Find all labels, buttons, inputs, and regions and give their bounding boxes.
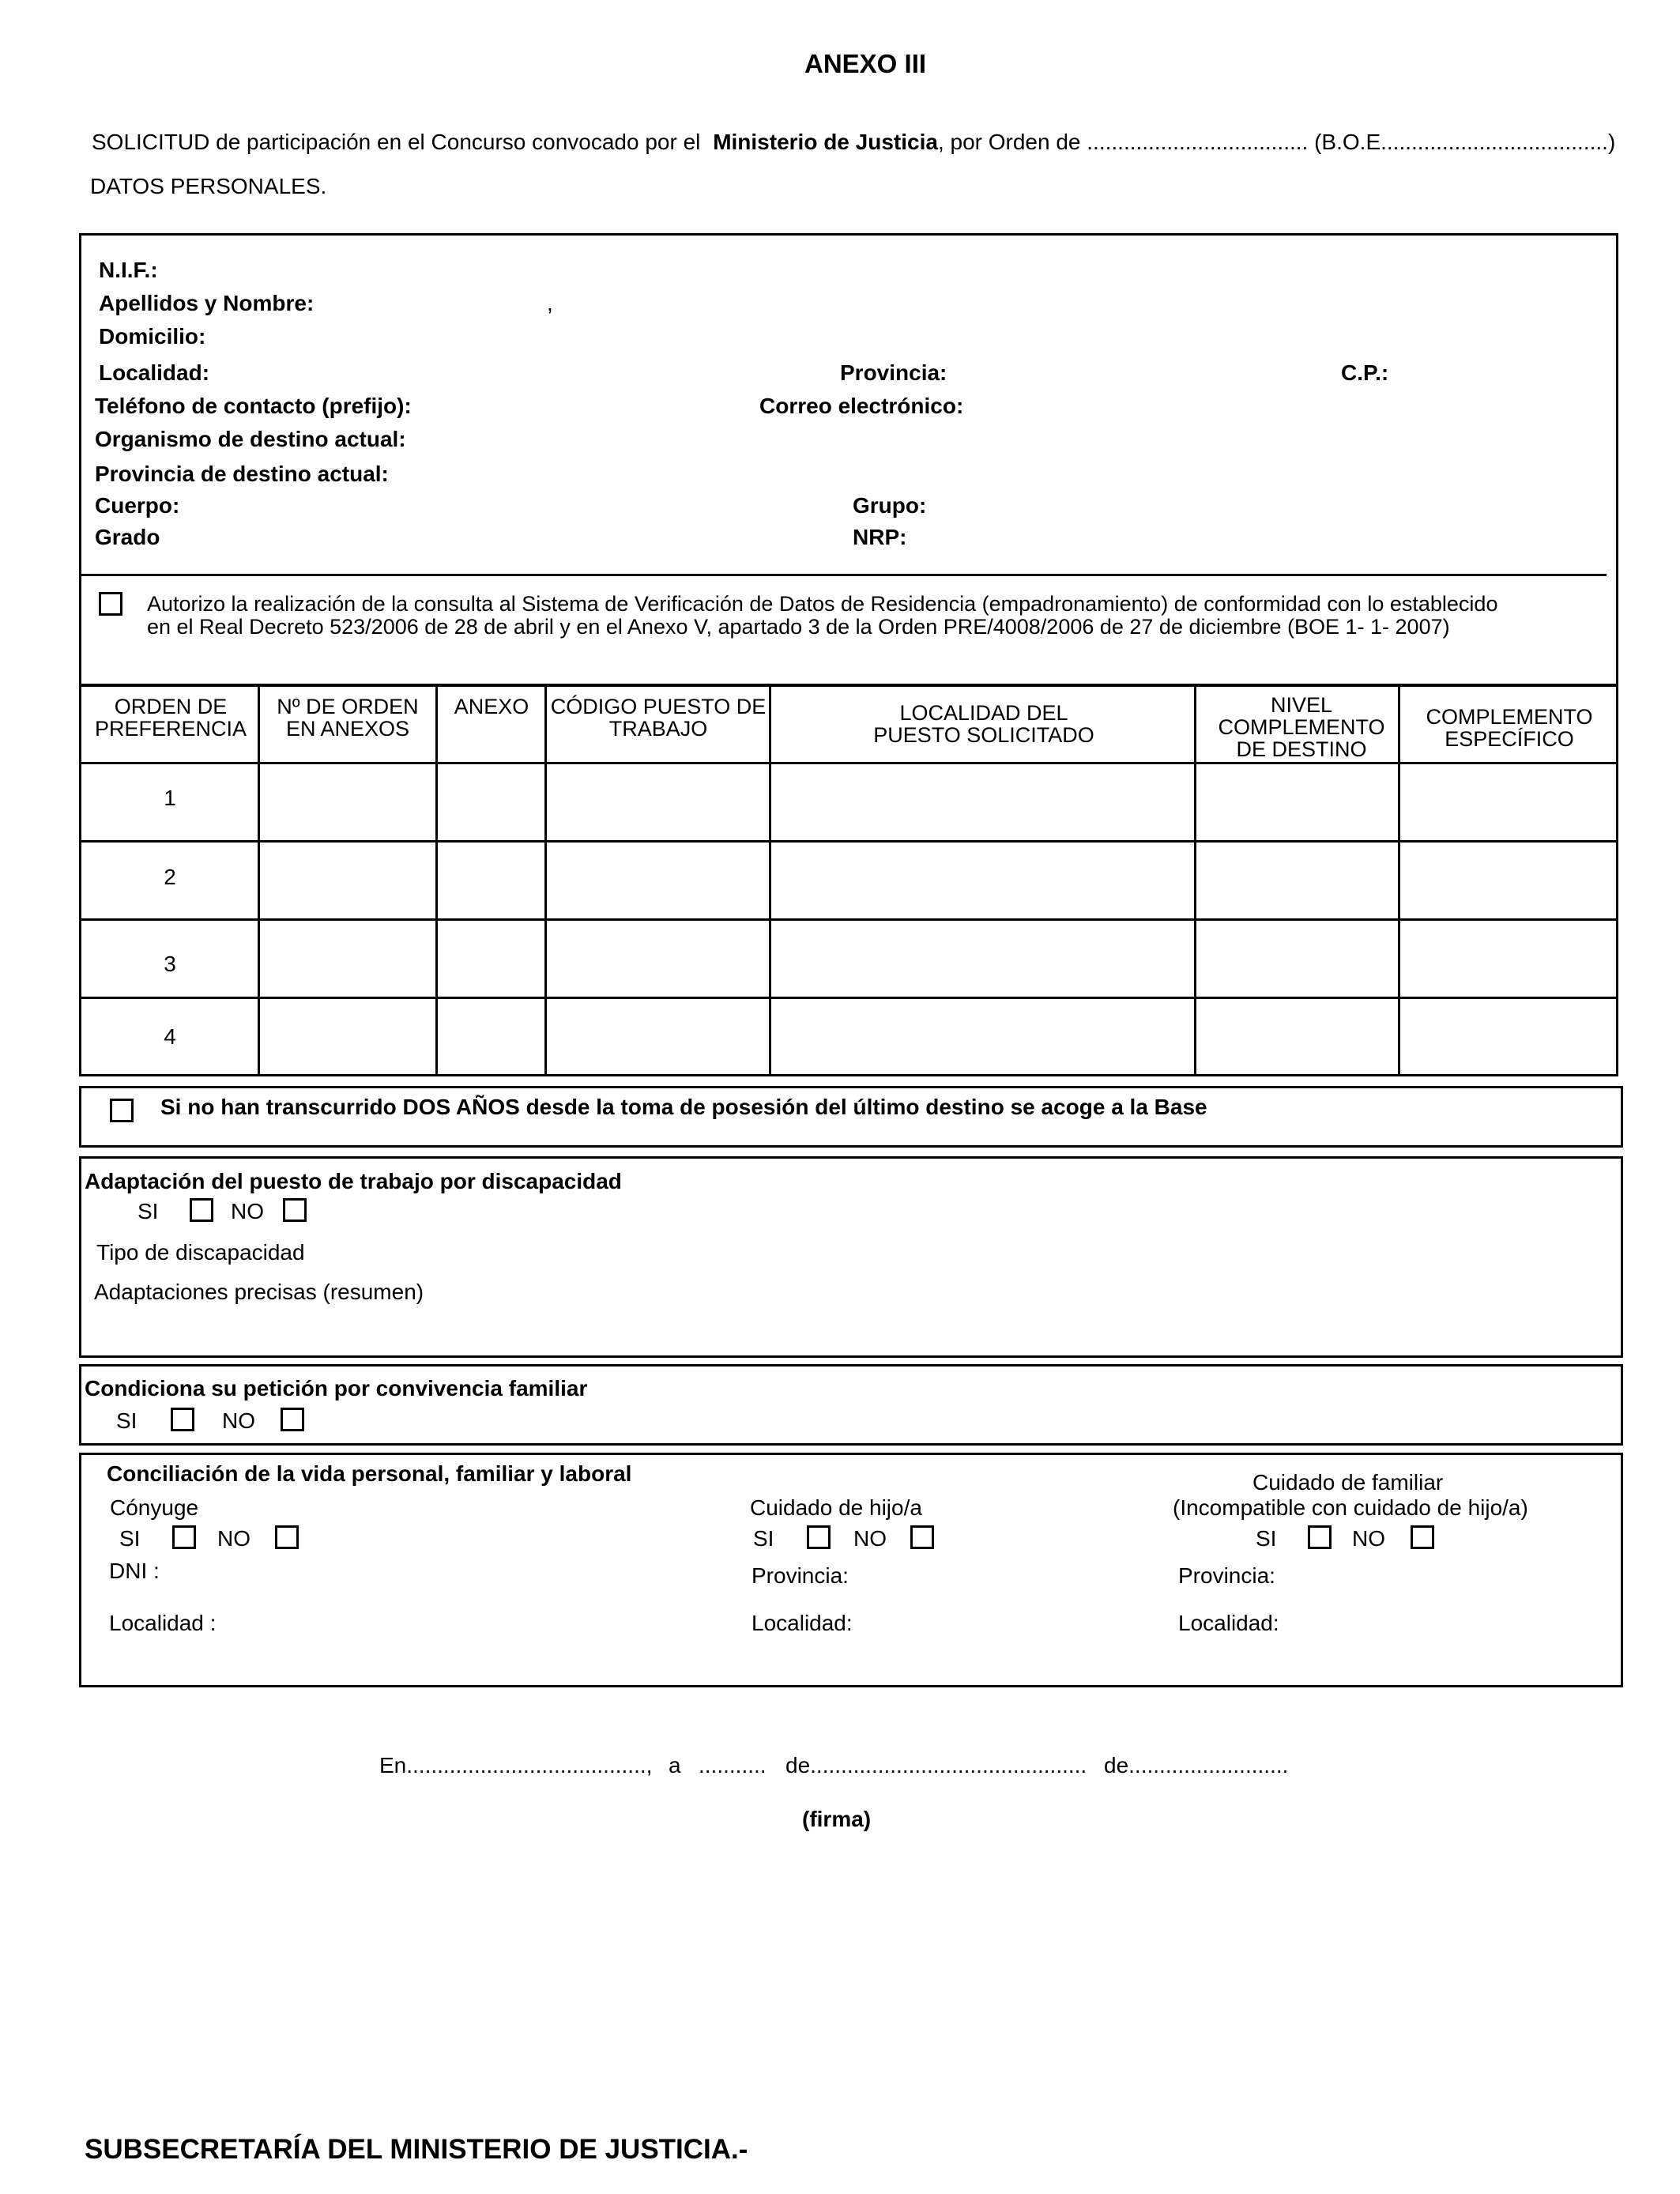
table-column-divider <box>544 684 547 1076</box>
table-row-divider <box>79 918 1618 921</box>
section-personal-heading: DATOS PERSONALES. <box>90 174 327 198</box>
fecha-dia: ........... <box>699 1753 767 1777</box>
apellidos-label: Apellidos y Nombre: <box>99 291 315 315</box>
intro-suffix: , por Orden de .................................... (B.O.E.....................................) <box>937 130 1616 154</box>
localidad-label: Localidad: <box>99 360 210 385</box>
autorizo-line-1: Autorizo la realización de la consulta al Sistema de Verificación de Datos de Residencia (empadronamiento) de conformidad con lo establecido <box>147 592 1498 616</box>
familiar-si-checkbox[interactable] <box>1308 1525 1332 1549</box>
hijo-provincia-label: Provincia: <box>751 1563 849 1588</box>
autorizo-line-2: en el Real Decreto 523/2006 de 28 de abril y en el Anexo V, apartado 3 de la Orden PRE/4008/2006 de 27 de diciembre (BOE 1- 1- 2007) <box>147 615 1450 639</box>
adaptacion-no-checkbox[interactable] <box>283 1198 307 1222</box>
intro-prefix: SOLICITUD de participación en el Concurso convocado por el <box>92 130 701 154</box>
cuerpo-label: Cuerpo: <box>95 493 180 518</box>
familiar-no-label: NO <box>1352 1526 1385 1551</box>
table-header-orden: ORDEN DE PREFERENCIA <box>94 695 247 741</box>
adaptacion-si-label: SI <box>137 1199 159 1223</box>
grado-label: Grado <box>95 525 160 549</box>
provincia-label: Provincia: <box>840 360 947 385</box>
dos-anos-text <box>160 1095 1207 1120</box>
nif-label: N.I.F.: <box>99 258 158 282</box>
footer-ministry: SUBSECRETARÍA DEL MINISTERIO DE JUSTICIA.- <box>85 2134 748 2165</box>
fecha-mes: de............................................. <box>785 1753 1087 1777</box>
table-column-divider <box>435 684 438 1076</box>
hijo-si-checkbox[interactable] <box>807 1525 831 1549</box>
table-row-number: 4 <box>164 1024 176 1049</box>
cp-label: C.P.: <box>1341 360 1389 385</box>
table-row-divider <box>79 840 1618 843</box>
familiar-si-label: SI <box>1256 1526 1277 1551</box>
fecha-ano: de.......................... <box>1104 1753 1289 1777</box>
table-row-number: 1 <box>164 786 176 810</box>
table-column-divider <box>1194 684 1196 1076</box>
table-header-nivel: NIVEL COMPLEMENTO DE DESTINO <box>1218 693 1385 761</box>
condiciona-no-checkbox[interactable] <box>281 1408 304 1431</box>
nrp-label: NRP: <box>853 525 907 549</box>
familiar-provincia-label: Provincia: <box>1178 1563 1275 1588</box>
provincia-destino-label: Provincia de destino actual: <box>95 462 389 486</box>
apellidos-comma: , <box>547 291 553 315</box>
fecha-a: a <box>669 1753 681 1777</box>
organismo-label: Organismo de destino actual: <box>95 427 406 451</box>
hijo-si-label: SI <box>753 1526 774 1551</box>
familiar-no-checkbox[interactable] <box>1411 1525 1434 1549</box>
intro-ministry: Ministerio de Justicia <box>713 130 938 154</box>
autorizo-checkbox[interactable] <box>99 592 122 616</box>
hijo-no-label: NO <box>853 1526 887 1551</box>
table-row-number: 3 <box>164 952 176 976</box>
dni-label: DNI : <box>109 1559 160 1583</box>
familiar-label: Cuidado de familiar <box>1252 1470 1444 1495</box>
familiar-localidad-label: Localidad: <box>1178 1611 1279 1635</box>
dos-anos-pre: Si no han transcurrido <box>160 1095 397 1119</box>
condiciona-no-label: NO <box>222 1408 255 1433</box>
table-header-codigo: CÓDIGO PUESTO DE TRABAJO <box>550 695 767 741</box>
adaptacion-si-checkbox[interactable] <box>190 1198 213 1222</box>
conyuge-localidad-label: Localidad : <box>109 1611 217 1635</box>
firma-label: (firma) <box>802 1807 872 1831</box>
table-column-divider <box>1398 684 1400 1076</box>
hijo-label: Cuidado de hijo/a <box>750 1495 922 1520</box>
table-header-numero: Nº DE ORDEN EN ANEXOS <box>277 695 419 741</box>
hijo-no-checkbox[interactable] <box>910 1525 934 1549</box>
condiciona-title: Condiciona su petición por convivencia familiar <box>85 1376 588 1400</box>
table-column-divider <box>769 684 771 1076</box>
adaptaciones-label: Adaptaciones precisas (resumen) <box>94 1280 424 1304</box>
conyuge-label: Cónyuge <box>110 1495 199 1520</box>
conyuge-no-label: NO <box>217 1526 250 1551</box>
conyuge-no-checkbox[interactable] <box>275 1525 299 1549</box>
table-row-number: 2 <box>164 865 176 889</box>
dos-anos-checkbox[interactable] <box>110 1099 134 1122</box>
table-row-divider <box>79 762 1618 764</box>
conyuge-si-checkbox[interactable] <box>172 1525 196 1549</box>
adaptacion-no-label: NO <box>231 1199 264 1223</box>
grupo-label: Grupo: <box>853 493 927 518</box>
condiciona-si-checkbox[interactable] <box>171 1408 194 1431</box>
domicilio-label: Domicilio: <box>99 324 206 349</box>
hijo-localidad-label: Localidad: <box>751 1611 853 1635</box>
telefono-label: Teléfono de contacto (prefijo): <box>95 394 412 418</box>
intro-line <box>92 130 1615 155</box>
adaptacion-title: Adaptación del puesto de trabajo por discapacidad <box>85 1169 622 1193</box>
familiar-note: (Incompatible con cuidado de hijo/a) <box>1173 1495 1528 1520</box>
autorizo-divider <box>79 574 1607 576</box>
table-header-anexo: ANEXO <box>454 695 529 718</box>
dos-anos-post: desde la toma de posesión del último destino se acoge a la Base <box>525 1095 1207 1119</box>
correo-label: Correo electrónico: <box>759 394 964 418</box>
fecha-en: En......................................., <box>379 1753 653 1777</box>
conyuge-si-label: SI <box>119 1526 141 1551</box>
table-header-especifico: COMPLEMENTO ESPECÍFICO <box>1426 705 1593 751</box>
table-row-divider <box>79 997 1618 999</box>
dos-anos-bold: DOS AÑOS <box>402 1095 520 1119</box>
tipo-discapacidad-label: Tipo de discapacidad <box>96 1240 305 1265</box>
page-title: ANEXO III <box>804 49 927 78</box>
conciliacion-title: Conciliación de la vida personal, familiar y laboral <box>107 1461 632 1486</box>
table-header-localidad: LOCALIDAD DEL PUESTO SOLICITADO <box>873 701 1094 747</box>
condiciona-si-label: SI <box>116 1408 137 1433</box>
